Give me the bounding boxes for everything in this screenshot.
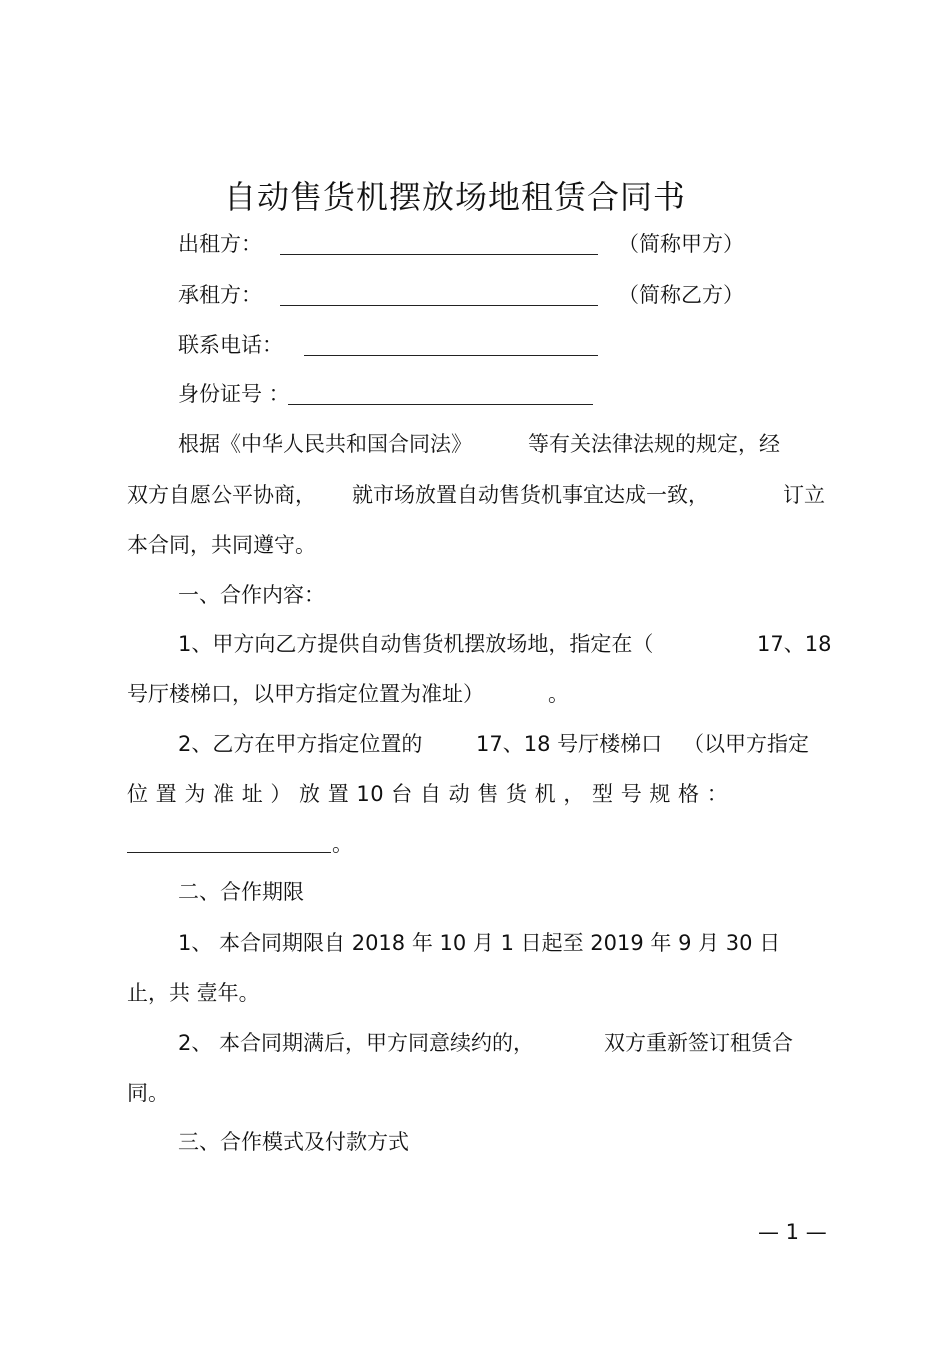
lessor-note: （简称甲方） [618,232,744,256]
intro-line2a: 双方自愿公平协商， [127,483,316,507]
id-blank[interactable] [288,382,593,405]
lessor-blank[interactable] [280,232,598,255]
lessee-row [178,280,262,310]
phone-label: 联系电话： [178,333,283,357]
lessor-row [178,229,262,259]
section2-title: 二、合作期限 [178,880,304,904]
page-number: — 1 — [758,1220,827,1244]
intro-line1b: 等有关法律法规的规定，经 [528,432,780,456]
lessor-label: 出租方： [178,232,262,256]
intro-line2b: 就市场放置自动售货机事宜达成一致， [352,483,709,507]
section2-item2-b: 双方重新签订租赁合 [604,1031,793,1055]
phone-row [178,330,283,360]
section2-item1-line2: 止，共 壹年。 [127,981,260,1005]
section1-item1-line2a: 号厅楼梯口，以甲方指定位置为准址） [127,682,484,706]
lessee-label: 承租方： [178,283,262,307]
section1-item1-b: 17、18 [757,632,832,656]
document-title: 自动售货机摆放场地租赁合同书 [223,178,686,216]
section3-title: 三、合作模式及付款方式 [178,1130,409,1154]
section1-item2-end: 。 [332,832,353,856]
section1-title: 一、合作内容： [178,583,325,607]
section1-item2-line2: 位 置 为 准 址 ） 放 置 10 台 自 动 售 货 机 ， 型 号 规 格 ： [127,782,729,806]
section1-item2-c: （以甲方指定 [683,732,809,756]
section1-item1-line2b: 。 [548,682,569,706]
lessee-blank[interactable] [280,283,598,306]
id-label: 身份证号 ： [178,382,290,406]
intro-line1a: 根据《中华人民共和国合同法》 [178,432,472,456]
intro-line2c: 订立 [783,483,825,507]
phone-blank[interactable] [304,333,598,356]
section1-item2-b: 17、18 号厅楼梯口 [476,732,663,756]
intro-line3: 本合同，共同遵守。 [127,533,316,557]
section2-item2-line2: 同。 [127,1081,169,1105]
section2-item2-a: 2、 本合同期满后，甲方同意续约的， [178,1031,535,1055]
section1-item1-a: 1、甲方向乙方提供自动售货机摆放场地，指定在（ [178,632,654,656]
id-row [178,379,290,409]
section1-item2-a: 2、乙方在甲方指定位置的 [178,732,423,756]
section2-item1: 1、 本合同期限自 2018 年 10 月 1 日起至 2019 年 9 月 30 日 [178,931,781,955]
lessee-note: （简称乙方） [618,283,744,307]
model-spec-blank[interactable] [127,830,331,853]
